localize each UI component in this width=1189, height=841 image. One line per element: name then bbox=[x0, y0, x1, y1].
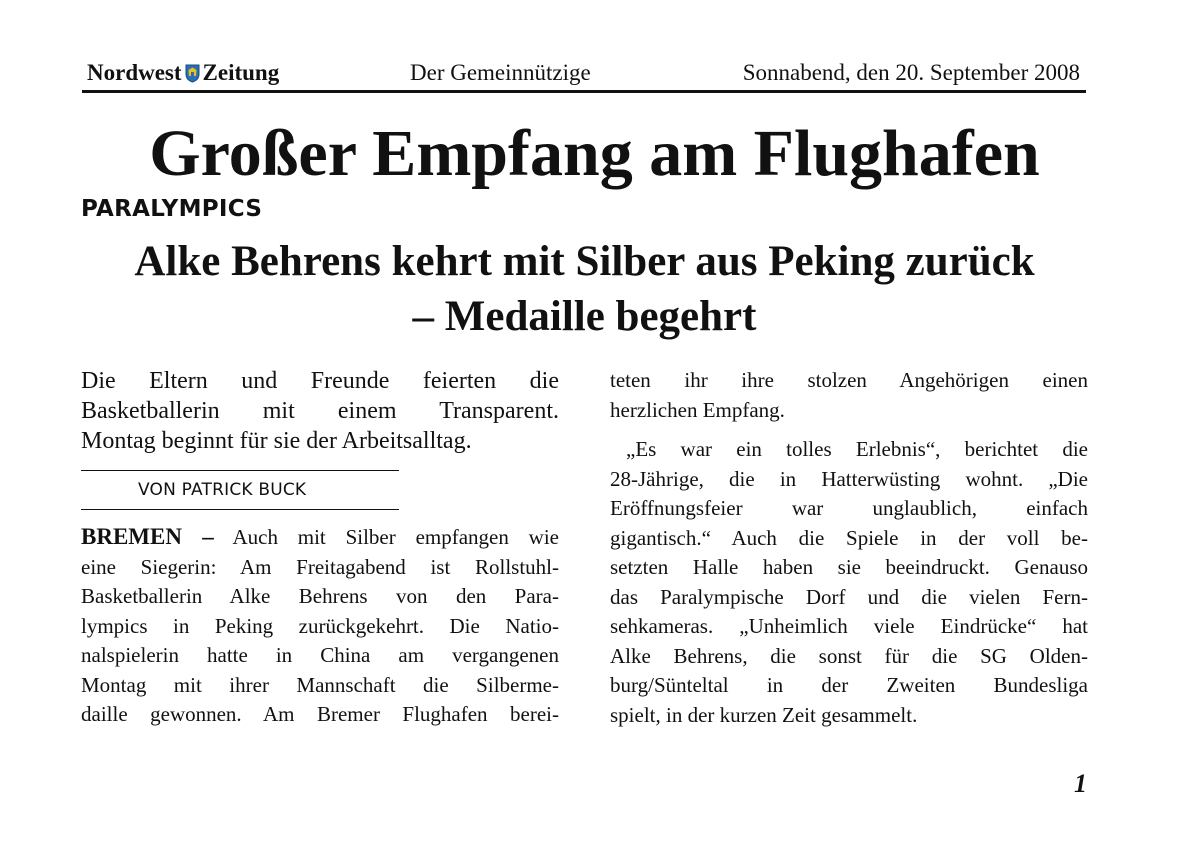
body-line: setzten Halle haben sie beeindruckt. Genauso bbox=[610, 555, 1088, 579]
lead-paragraph bbox=[81, 366, 559, 456]
byline: VON PATRICK BUCK bbox=[138, 480, 307, 500]
issue-date: Sonnabend, den 20. September 2008 bbox=[742, 60, 1080, 85]
body-paragraph bbox=[81, 522, 559, 730]
body-line-text: Auch mit Silber empfangen wie bbox=[232, 525, 560, 549]
body-line: eine Siegerin: Am Freitagabend ist Rollstuhl- bbox=[81, 554, 559, 579]
subheadline bbox=[60, 234, 1109, 344]
masthead bbox=[82, 58, 1086, 93]
body-line: Alke Behrens, die sonst für die SG Olden- bbox=[610, 643, 1088, 668]
article-column-left bbox=[81, 366, 559, 730]
lead-line: Montag beginnt für sie der Arbeitsalltag. bbox=[81, 428, 472, 454]
body-line: gigantisch.“ Auch die Spiele in der voll be- bbox=[610, 525, 1088, 550]
body-line: sehkameras. „Unheimlich viele Eindrücke“ hat bbox=[610, 614, 1088, 638]
body-line: Eröffnungsfeier war unglaublich, einfach bbox=[610, 496, 1088, 520]
article-column-right bbox=[610, 366, 1088, 730]
body-line: Montag mit ihrer Mannschaft die Silberme- bbox=[81, 672, 559, 697]
body-paragraph bbox=[610, 435, 1088, 730]
body-line: Basketballerin Alke Behrens von den Para- bbox=[81, 584, 559, 608]
crest-icon bbox=[185, 64, 200, 83]
dateline: BREMEN – bbox=[81, 524, 214, 549]
body-line: daille gewonnen. Am Bremer Flughafen berei- bbox=[81, 702, 559, 726]
body-line: burg/Sünteltal in der Zweiten Bundesliga bbox=[610, 673, 1088, 697]
headline: Großer Empfang am Flughafen bbox=[149, 117, 1040, 190]
logo-left-text: Nordwest bbox=[87, 60, 182, 85]
body-line: spielt, in der kurzen Zeit gesammelt. bbox=[610, 702, 918, 727]
subhead-line-2: – Medaille begehrt bbox=[412, 293, 757, 340]
logo-right-text: Zeitung bbox=[202, 60, 280, 85]
body-line bbox=[81, 522, 559, 553]
body-line: herzlichen Empfang. bbox=[610, 397, 785, 422]
supplement-title: Der Gemeinnützige bbox=[410, 60, 591, 85]
lead-line: Die Eltern und Freunde feierten die bbox=[81, 368, 559, 394]
subhead-line-1: Alke Behrens kehrt mit Silber aus Peking zurück bbox=[134, 238, 1035, 285]
body-line: „Es war ein tolles Erlebnis“, berichtet die bbox=[626, 437, 1088, 461]
page-number: 1 bbox=[1074, 769, 1087, 798]
lead-line: Basketballerin mit einem Transparent. bbox=[81, 398, 559, 424]
body-line: lympics in Peking zurückgekehrt. Die Natio- bbox=[81, 613, 559, 638]
body-line: nalspielerin hatte in China am vergangenen bbox=[81, 643, 559, 667]
body-line: 28-Jährige, die in Hatterwüsting wohnt. „Die bbox=[610, 466, 1088, 491]
body-paragraph bbox=[610, 366, 1088, 425]
kicker: PARALYMPICS bbox=[81, 196, 263, 222]
newspaper-logo bbox=[87, 58, 279, 88]
body-line: teten ihr ihre stolzen Angehörigen einen bbox=[610, 368, 1088, 392]
byline-box bbox=[81, 470, 399, 510]
body-line: das Paralympische Dorf und die vielen Fern- bbox=[610, 584, 1088, 609]
